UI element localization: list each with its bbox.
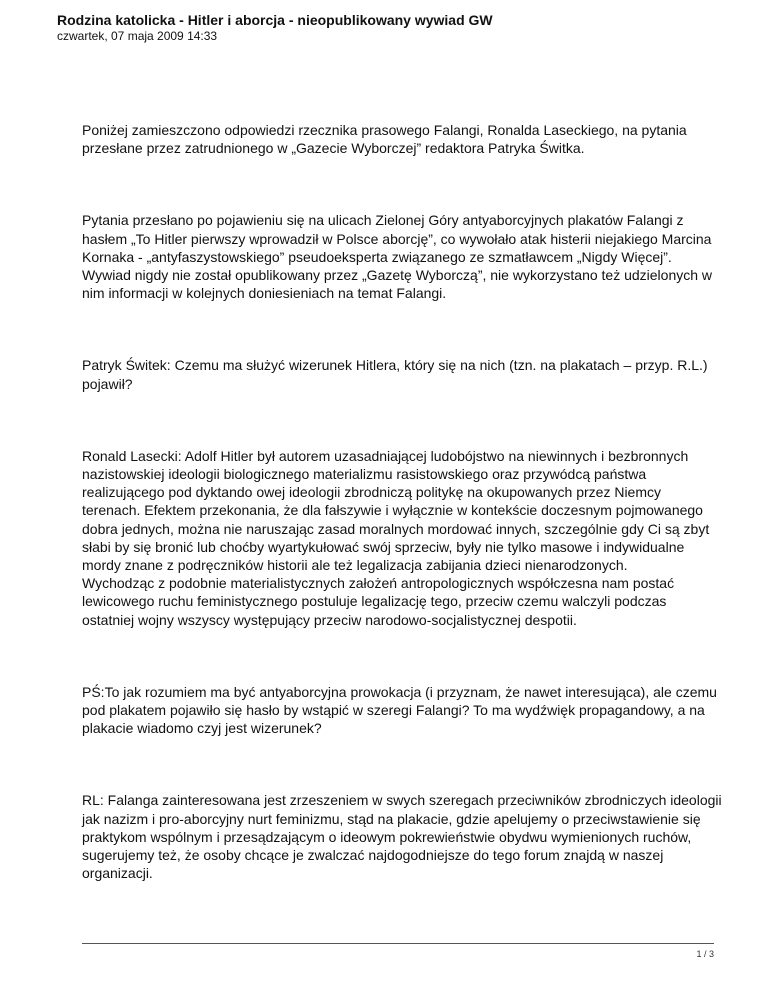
paragraph-question-1: Patryk Świtek: Czemu ma służyć wizerunek Hitlera, który się na nich (tzn. na plakatach – przyp. R.L.) pojawił? xyxy=(82,357,708,392)
document-title: Rodzina katolicka - Hitler i aborcja - nieopublikowany wywiad GW xyxy=(57,12,493,28)
page-number: 1 / 3 xyxy=(696,949,714,959)
paragraph-intro: Poniżej zamieszczono odpowiedzi rzecznika prasowego Falangi, Ronalda Laseckiego, na pytania przesłane przez zatrudnionego w „Gazecie Wyborczej” redaktora Patryka Świtka. xyxy=(82,122,687,157)
document-header xyxy=(57,12,714,44)
footer-divider xyxy=(82,943,714,944)
paragraph-answer-1: Ronald Lasecki: Adolf Hitler był autorem uzasadniającej ludobójstwo na niewinnych i bezbronnych nazistowskiej ideologii biologicznego materializmu rasistowskiego oraz przywódcą państwa realizującego pod dyktando owej ideologii zbrodniczą politykę na okupowanych przez Niemcy terenach. Efektem przekonania, że dla fałszywie i wyłącznie w kontekście doczesnym pojmowanego dobra jednych, można nie naruszając zasad moralnych mordować innych, szczególnie gdy Ci są zbyt słabi by się bronić lub choćby wyartykułować swój sprzeciw, były nie tylko masowe i indywidualne mordy znane z podręczników historii ale też legalizacja zabijania dzieci nienarodzonych. Wychodząc z podobnie materialistycznych założeń antropologicznych współczesna nam postać lewicowego ruchu feministycznego postuluje legalizację tego, przeciw czemu walczyli podczas ostatniej wojny wszyscy występujący przeciw narodowo-socjalistycznej despotii. xyxy=(82,447,710,628)
paragraph-answer-2: RL: Falanga zainteresowana jest zrzeszeniem w swych szeregach przeciwników zbrodniczych ideologii jak nazizm i pro-aborcyjny nurt feminizmu, stąd na plakacie, gdzie apelujemy o przeciwstawienie się praktykom wspólnym i przesądzającym o ideowym pokrewieństwie obydwu wymienionych ruchów, sugerujemy też, że osoby chcące je zwalczać najdogodniejsze do tego forum znajdą w naszej organizacji. xyxy=(82,792,722,882)
document-date: czwartek, 07 maja 2009 14:33 xyxy=(57,29,218,43)
paragraph-question-2: PŚ:To jak rozumiem ma być antyaborcyjna prowokacja (i przyznam, że nawet interesująca), ale czemu pod plakatem pojawiło się hasło by wstąpić w szeregi Falangi? To ma wydźwięk propagandowy, a na plakacie wiadomo czyj jest wizerunek? xyxy=(82,683,717,737)
document-body xyxy=(82,121,722,882)
paragraph-context: Pytania przesłano po pojawieniu się na ulicach Zielonej Góry antyaborcyjnych plakatów Falangi z hasłem „To Hitler pierwszy wprowadził w Polsce aborcję”, co wywołało atak histerii niejakiego Marcina Kornaka - „antyfaszystowskiego” pseudoeksperta związanego ze szmatławcem „Nigdy Więcej”. Wywiad nigdy nie został opublikowany przez „Gazetę Wyborczą”, nie wykorzystano też udzielonych w nim informacji w kolejnych doniesieniach na temat Falangi. xyxy=(82,212,713,302)
